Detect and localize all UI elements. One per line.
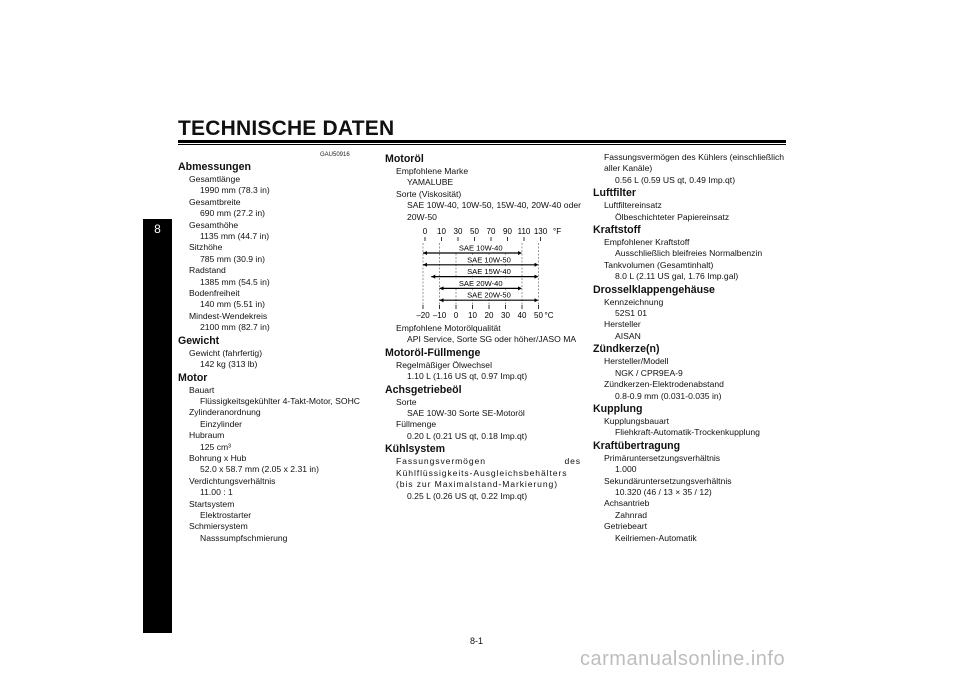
spec-value: 142 kg (313 lb) [200, 359, 258, 370]
spec-label: Sitzhöhe [189, 242, 223, 253]
spec-label: Startsystem [189, 498, 235, 509]
spec-label: Kupplungsbauart [604, 415, 669, 426]
f-tick-label: 130 [533, 227, 548, 237]
spec-value: 1.10 L (1.16 US qt, 0.97 Imp.qt) [407, 371, 528, 382]
spec-label: Kennzeichnung [604, 296, 664, 307]
spec-value: 690 mm (27.2 in) [200, 208, 265, 219]
section-heading: Gewicht [178, 334, 220, 347]
spec-label: Gesamtbreite [189, 196, 241, 207]
spec-label: Primäruntersetzungsverhältnis [604, 452, 721, 463]
viscosity-bar-arrow-right [535, 275, 539, 279]
spec-label: Sorte (Viskosität) [396, 188, 462, 199]
c-tick-label: 50 [534, 311, 543, 321]
spec-value: 1990 mm (78.3 in) [200, 185, 270, 196]
column-middle [385, 152, 581, 502]
spec-value: Elektrostarter [200, 509, 252, 520]
viscosity-chart [385, 225, 581, 321]
spec-value: Ölbeschichteter Papiereinsatz [615, 211, 730, 222]
spec-label: Hersteller [604, 319, 641, 330]
f-tick-label: 30 [453, 227, 463, 237]
spec-value: Fliehkraft-Automatik-Trockenkupplung [615, 427, 760, 438]
spec-label: Verdichtungsverhältnis [189, 475, 276, 486]
spec-value: 11.00 : 1 [200, 487, 233, 498]
c-tick-label: 20 [484, 311, 494, 321]
spec-label: Füllmenge [396, 419, 437, 430]
f-tick-label: 110 [517, 227, 531, 237]
c-tick-label: –10 [432, 311, 447, 321]
page-title: TECHNISCHE DATEN [178, 117, 395, 140]
spec-label: Zylinderanordnung [189, 407, 261, 418]
c-tick-label: 30 [501, 311, 510, 321]
title-rule-thin [178, 144, 786, 145]
spec-label: Sorte [396, 396, 417, 407]
spec-label: Empfohlene Motorölqualität [396, 323, 501, 334]
f-tick-label: 0 [422, 227, 428, 237]
c-unit-label: °C [544, 311, 554, 321]
spec-value: 1135 mm (44.7 in) [200, 231, 270, 242]
spec-value: Ausschließlich bleifreies Normalbenzin [615, 248, 763, 259]
spec-label: Hersteller/Modell [604, 356, 669, 367]
spec-label: Zündkerzen-Elektrodenabstand [604, 379, 724, 390]
f-tick-label: 50 [470, 227, 479, 237]
spec-label: Hubraum [189, 430, 225, 441]
spec-value: 0.56 L (0.59 US qt, 0.49 Imp.qt) [615, 174, 736, 185]
viscosity-bar-arrow-right [518, 251, 522, 255]
spec-label: Gesamtlänge [189, 174, 241, 184]
spec-label: Empfohlene Marke [396, 166, 469, 176]
spec-label: Sekundäruntersetzungsverhältnis [604, 475, 732, 486]
viscosity-bar-label: SAE 10W-40 [458, 243, 503, 253]
f-tick-label: 10 [437, 227, 446, 237]
spec-value: NGK / CPR9EA-9 [615, 367, 683, 378]
spec-label: Gesamthöhe [189, 219, 239, 230]
viscosity-bar-arrow-left [440, 286, 444, 290]
section-code: GAU50916 [320, 152, 350, 158]
spec-label: Regelmäßiger Ölwechsel [396, 359, 492, 370]
viscosity-bar-arrow-left [423, 263, 427, 267]
spec-label: Bauart [189, 384, 215, 395]
spec-value: 0.25 L (0.26 US qt, 0.22 Imp.qt) [407, 490, 528, 501]
c-tick-label: 40 [517, 311, 527, 321]
viscosity-bar-arrow-left [431, 275, 435, 279]
spec-value: Keilriemen-Automatik [615, 532, 697, 543]
section-heading: Kraftübertragung [593, 439, 681, 452]
section-heading: Achsgetriebeöl [385, 383, 462, 396]
spec-value: 8.0 L (2.11 US gal, 1.76 Imp.gal) [615, 271, 739, 282]
viscosity-bar-arrow-right [535, 298, 539, 302]
spec-value: 10.320 (46 / 13 × 35 / 12) [615, 486, 712, 497]
viscosity-bar-label: SAE 20W-40 [458, 278, 503, 288]
spec-label: Fassungsvermögen des Kühlflüssigkeits-Ausgleichsbehälters (bis zur Maximalstand-Markierung) [396, 456, 581, 490]
spec-label: Radstand [189, 265, 226, 276]
viscosity-chart-svg [385, 225, 581, 321]
spec-label: Gewicht (fahrfertig) [189, 347, 263, 358]
section-heading: Kraftstoff [593, 224, 641, 237]
spec-label: Fassungsvermögen des Kühlers (einschließlich aller Kanäle) [604, 152, 785, 174]
viscosity-bar-arrow-left [423, 251, 427, 255]
spec-value: 125 cm³ [200, 441, 232, 452]
f-tick-label: 90 [503, 227, 512, 237]
section-heading: Motor [178, 371, 208, 384]
spec-value: 52S1 01 [615, 308, 648, 319]
c-tick-label: 10 [468, 311, 477, 321]
spec-value: AISAN [615, 330, 641, 341]
viscosity-bar-arrow-right [535, 263, 539, 267]
page-number: 8-1 [470, 636, 484, 646]
spec-value: Nasssumpfschmierung [200, 532, 288, 543]
spec-label: Bodenfreiheit [189, 288, 240, 299]
f-unit-label: °F [553, 227, 562, 237]
spec-label: Tankvolumen (Gesamtinhalt) [604, 259, 714, 270]
spec-value: 52.0 x 58.7 mm (2.05 x 2.31 in) [200, 464, 319, 475]
spec-label: Empfohlener Kraftstoff [604, 237, 690, 248]
spec-value: Zahnrad [615, 509, 648, 520]
section-heading: Luftfilter [593, 187, 636, 200]
spec-value: 2100 mm (82.7 in) [200, 322, 270, 333]
viscosity-bar-arrow-right [518, 286, 522, 290]
spec-label: Getriebeart [604, 521, 647, 532]
spec-label: Achsantrieb [604, 498, 650, 509]
viscosity-bar-label: SAE 15W-40 [467, 267, 511, 277]
spec-value: Einzylinder [200, 418, 243, 429]
spec-label: Luftfiltereinsatz [604, 200, 662, 211]
viscosity-bar-label: SAE 20W-50 [467, 290, 511, 300]
c-tick-label: 0 [453, 311, 459, 321]
spec-value: SAE 10W-30 Sorte SE-Motoröl [407, 408, 525, 419]
f-tick-label: 70 [486, 227, 496, 237]
spec-value: Flüssigkeitsgekühlter 4-Takt-Motor, SOHC [200, 395, 360, 406]
column-right [593, 152, 789, 544]
spec-value: 1.000 [615, 464, 637, 475]
title-rule [178, 140, 786, 143]
spec-value: SAE 10W-40, 10W-50, 15W-40, 20W-40 oder 20W-50 [407, 200, 581, 222]
chapter-tab [143, 219, 172, 633]
spec-value: 140 mm (5.51 in) [200, 299, 265, 310]
watermark: carmanualsonline.info [580, 648, 786, 670]
section-heading: Abmessungen [178, 161, 251, 173]
c-tick-label: –20 [416, 311, 430, 321]
section-heading: Kupplung [593, 402, 643, 415]
section-heading: Motoröl [385, 153, 424, 165]
spec-value: 785 mm (30.9 in) [200, 253, 265, 264]
spec-label: Schmiersystem [189, 521, 248, 532]
section-heading: Kühlsystem [385, 443, 446, 456]
viscosity-bar-label: SAE 10W-50 [467, 255, 511, 265]
viscosity-bar-arrow-left [440, 298, 444, 302]
spec-label: Mindest-Wendekreis [189, 310, 268, 321]
spec-value: API Service, Sorte SG oder höher/JASO MA [407, 334, 577, 345]
spec-label: Bohrung x Hub [189, 452, 247, 463]
chapter-tab-number: 8 [154, 222, 161, 236]
section-heading: Zündkerze(n) [593, 343, 660, 356]
spec-value: YAMALUBE [407, 177, 454, 188]
section-heading: Motoröl-Füllmenge [385, 346, 481, 359]
spec-value: 1385 mm (54.5 in) [200, 276, 270, 287]
spec-value: 0.20 L (0.21 US qt, 0.18 Imp.qt) [407, 430, 528, 441]
column-left [178, 152, 374, 544]
spec-value: 0.8-0.9 mm (0.031-0.035 in) [615, 390, 722, 401]
section-heading: Drosselklappengehäuse [593, 283, 715, 296]
